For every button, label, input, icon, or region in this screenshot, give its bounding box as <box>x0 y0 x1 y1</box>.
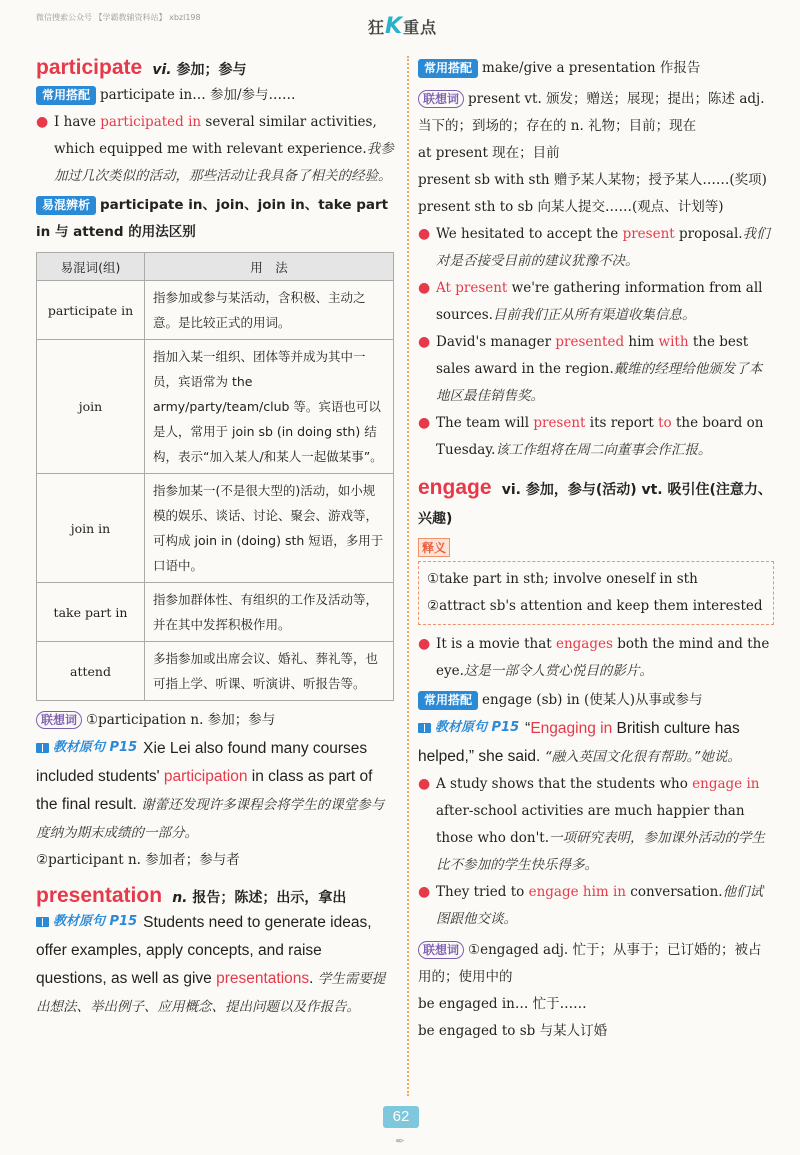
entry-participate: participate vi. 参加；参与 <box>36 56 247 79</box>
tag-association: 联想词 <box>36 711 82 729</box>
example: ● The team will present its report to the board on Tuesday.该工作组将在周二向董事会作汇报。 <box>418 415 764 458</box>
column-divider <box>407 56 409 1096</box>
headword: engage <box>418 476 492 499</box>
right-column: 常用搭配 make/give a presentation 作报告 联想词 present vt. 颁发；赠送；展现；提出；陈述 adj. 当下的；到场的；存在的 n. 礼物；目前；现在 at present 现在；目前 present sb with sth 赠予某人某物；授予某人……(奖项) present sth to sb 向某人提交……(观点、计划等) ● We hesitated to accept the present proposal.我们对是否接受目前的建议犹豫不决。 ● At present we're gathering information from all sources.目前我们正从所有渠道收集信息。 ● David's manager presented him with the best sales award in the region.戴维的经理给他颁发了本地区最佳销售奖。 ● The team will present its report to the board on Tuesday.该工作组将在周二向董事会作汇报。 engage vi. 参加，参与(活动) vt. 吸引住(注意力、兴趣) 释义 ①take part in sth; involve oneself in sth ②attract sb's attention and keep them interested ● It is a movie that engages both the mind and the eye.这是一部令人赏心悦目的影片。 常用搭配 engage (sb) in (使某人)从事或参与 教材原句 P15 “Engaging in British culture has helped,” she said. “融入英国文化很有帮助。”她说。 ● A study shows that the students who engage in after-school activities are much happier than those who don't.一项研究表明，参加课外活动的学生比不参加的学生快乐得多。 ● They tried to engage him in conversation.他们试图跟他交谈。 联想词 ①engaged adj. 忙于；从事于；已订婚的；被占用的；使用中的 be engaged in… 忙于…… be engaged to sb 与某人订婚 <box>418 52 774 1045</box>
tag-confusable: 易混辨析 <box>36 196 96 215</box>
example: ● A study shows that the students who engage in after-school activities are much happier than those who don't.一项研究表明，参加课外活动的学生比不参加的学生快乐得多。 <box>418 776 766 873</box>
tag-collocation: 常用搭配 <box>418 691 478 710</box>
entry-presentation: presentation n. 报告；陈述；出示，拿出 <box>36 884 347 907</box>
example: ● We hesitated to accept the present proposal.我们对是否接受目前的建议犹豫不决。 <box>418 226 770 269</box>
book-icon <box>418 723 431 733</box>
table-row: join 指加入某一组织、团体等并成为其中一员，宾语常为 the army/party/team/club 等。宾语也可以是人，常用于 join sb (in doing sth) 结构，表示“加入某人/和某人一起做某事”。 <box>37 340 394 474</box>
entry-engage: engage vi. 参加，参与(活动) vt. 吸引住(注意力、兴趣) <box>418 476 772 527</box>
comparison-table: 易混词(组) 用 法 participate in 指参加或参与某活动，含积极、主动之意。是比较正式的用词。 join 指加入某一组织、团体等并成为其中一员，宾语常为 the army/party/team/club 等。宾语也可以是人，常用于 join sb (in doing sth) 结构，表示“加入某人/和某人一起做某事”。 join in 指参加某一(不是很大型的)活动，如小规模的娱乐、谈话、讨论、聚会、游戏等，可构成 join in (doing) sth 短语，多用于口语中。 take part in 指参加群体性、有组织的工作及活动等，并在其中发挥积极作用。 attend 多指参加或出席会议、婚礼、葬礼等，也可指上学、听课、听演讲、听报告等。 <box>36 252 394 701</box>
tag-association: 联想词 <box>418 90 464 108</box>
textbook-sentence: 教材原句 P15 “Engaging in British culture has helped,” she said. “融入英国文化很有帮助。”她说。 <box>418 720 741 765</box>
table-row: join in 指参加某一(不是很大型的)活动，如小规模的娱乐、谈话、讨论、聚会、游戏等，可构成 join in (doing) sth 短语，多用于口语中。 <box>37 474 394 583</box>
definition-box: ①take part in sth; involve oneself in sth ②attract sb's attention and keep them interested <box>418 561 774 625</box>
textbook-sentence: 教材原句 P15 Students need to generate ideas, offer examples, apply concepts, and raise questions, as well as give presentations. 学生需要提出想法、举出例子、应用概念、提出问题以及作报告。 <box>36 914 386 1015</box>
table-row: attend 多指参加或出席会议、婚礼、葬礼等，也可指上学、听课、听演讲、听报告等。 <box>37 642 394 701</box>
table-row: participate in 指参加或参与某活动，含积极、主动之意。是比较正式的用词。 <box>37 281 394 340</box>
tag-definition: 释义 <box>418 538 450 557</box>
tag-association: 联想词 <box>418 941 464 959</box>
page-header <box>0 0 800 48</box>
table-row: take part in 指参加群体性、有组织的工作及活动等，并在其中发挥积极作用。 <box>37 583 394 642</box>
example: ● David's manager presented him with the best sales award in the region.戴维的经理给他颁发了本地区最佳销售奖。 <box>418 334 763 404</box>
example: ● It is a movie that engages both the mind and the eye.这是一部令人赏心悦目的影片。 <box>418 636 770 679</box>
brand-title: 狂K重点 <box>368 14 438 39</box>
quill-icon: ✒ <box>395 1134 406 1148</box>
example: ● I have participated in several similar activities, which equipped me with relevant experience.我参加过几次类似的活动，那些活动让我具备了相关的经验。 <box>36 114 394 184</box>
example: ● They tried to engage him in conversation.他们试图跟他交谈。 <box>418 884 764 927</box>
headword: presentation <box>36 884 163 907</box>
textbook-sentence: 教材原句 P15 Xie Lei also found many courses included students' participation in class as part of the final result. 谢蕾还发现许多课程会将学生的课堂参与度纳为期末成绩的一部分。 <box>36 740 385 841</box>
tag-collocation: 常用搭配 <box>418 59 478 78</box>
left-column: participate vi. 参加；参与 常用搭配 participate in… 参加/参与…… ● I have participated in several similar activities, which equipped me with relevant experience.我参加过几次类似的活动，那些活动让我具备了相关的经验。 易混辨析 participate in、join、join in、take part in 与 attend 的用法区别 易混词(组) 用 法 participate in 指参加或参与某活动，含积极、主动之意。是比较正式的用词。 join 指加入某一组织、团体等并成为其中一员，宾语常为 the army/party/team/club 等。宾语也可以是人，常用于 join sb (in doing sth) 结构，表示“加入某人/和某人一起做某事”。 join in 指参加某一(不是很大型的)活动，如小规模的娱乐、谈话、讨论、聚会、游戏等，可构成 join in (doing) sth 短语，多用于口语中。 take part in 指参加群体性、有组织的工作及活动等，并在其中发挥积极作用。 attend 多指参加或出席会议、婚礼、葬礼等，也可指上学、听课、听演讲、听报告等。 联想词 ①participation n. 参加；参与 教材原句 P15 Xie Lei also found many courses included students' participation in class as part of the final result. 谢蕾还发现许多课程会将学生的课堂参与度纳为期末成绩的一部分。 ②participant n. 参加者；参与者 presentation n. 报告；陈述；出示，拿出 教材原句 P15 Students need to generate ideas, offer examples, apply concepts, and raise questions, as well as give presentations. 学生需要提出想法、举出例子、应用概念、提出问题以及作报告。 <box>36 52 396 1021</box>
book-icon <box>36 917 49 927</box>
book-icon <box>36 743 49 753</box>
headword: participate <box>36 56 143 79</box>
watermark-text: 微信搜索公众号 【学霸教辅资料站】 xbzl198 <box>36 13 201 22</box>
tag-collocation: 常用搭配 <box>36 86 96 105</box>
example: ● At present we're gathering information from all sources.目前我们正从所有渠道收集信息。 <box>418 280 763 323</box>
page-number: 62 <box>383 1106 419 1128</box>
